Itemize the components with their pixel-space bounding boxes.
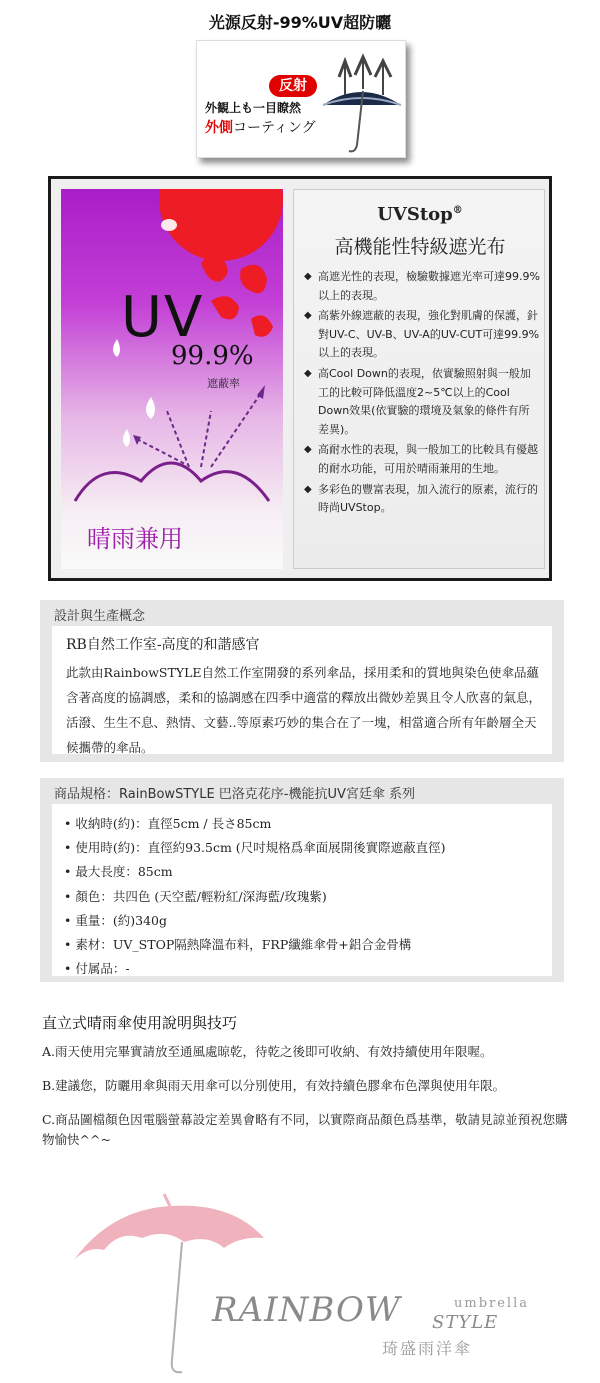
spec-item: • 使用時(約)：直徑約93.5cm (尺吋規格爲傘面展開後實際遮蔽直徑) (64, 836, 544, 860)
uvstop-brand (294, 204, 546, 225)
uvstop-brand-text: UVStop (377, 204, 453, 225)
spec-item: • 收納時(約)：直徑5cm / 長さ85cm (64, 812, 544, 836)
spec-item: • 付属品：- (64, 957, 544, 981)
usage-item: B.建議您，防曬用傘與雨天用傘可以分別使用，有效持續色膠傘布色澤與使用年限。 (42, 1078, 506, 1093)
page-title: 光源反射-99%UV超防曬 (208, 13, 392, 32)
feature-item: ◆ 高遮光性的表現，檢驗數據遮光率可達99.9%以上的表現。 (304, 268, 540, 305)
feature-list (304, 268, 540, 520)
logo-chinese-name: 琦盛雨洋傘 (382, 1339, 473, 1358)
feature-item: ◆ 多彩色的豐富表現，加入流行的原素，流行的時尚UVStop。 (304, 481, 540, 518)
logo-style-text: STYLE (432, 1312, 499, 1333)
uvstop-hang-tag (48, 176, 552, 581)
uv-rate-label: 遮蔽率 (207, 377, 240, 390)
usage-item: C.商品圖檔顏色因電腦螢幕設定差異會略有不同，以實際商品顏色爲基準，敬請見諒並預祝您購物愉快^^~ (42, 1112, 568, 1147)
tag-uv-graphic (61, 189, 283, 569)
spec-item: • 重量：(約)340g (64, 909, 544, 933)
spec-section (40, 778, 564, 982)
spec-body-box (52, 804, 552, 976)
header-caption-line2 (205, 117, 316, 137)
usage-item: A.雨天使用完畢實請放至通風處晾乾，待乾之後即可收納、有效持續使用年限喔。 (42, 1044, 493, 1059)
concept-body: 此款由RainbowSTYLE自然工作室開發的系列傘品，採用柔和的質地與染色使傘品蘊含著高度的協調感，柔和的協調感在四季中適當的釋放出微妙差異且令人欣喜的氣息，活潑、生生不息、熱情、文藝..等原素巧妙的集合在了一塊，相當適合所有年齡層全天候攜帶的傘品。 (66, 665, 542, 755)
header-caption-rest: コーティング (233, 120, 316, 136)
concept-heading: 設計與生產概念 (54, 609, 146, 624)
feature-item: ◆ 高紫外線遮蔽的表現，強化對肌膚的保護，針對UV-C、UV-B、UV-A的UV-CUT可達99.9%以上的表現。 (304, 307, 540, 363)
usage-title: 直立式晴雨傘使用說明與技巧 (42, 1014, 238, 1032)
spec-heading: 商品規格：RainBowSTYLE 巴洛克花序-機能抗UV宮廷傘 系列 (54, 787, 416, 802)
registered-mark: ® (452, 205, 463, 216)
tag-subtitle: 高機能性特級遮光布 (334, 236, 506, 258)
spec-item: • 最大長度：85cm (64, 860, 544, 884)
dual-use-label: 晴雨兼用 (87, 525, 183, 553)
logo-umbrella-text: umbrella (454, 1296, 529, 1311)
concept-title: RB自然工作室-高度的和諧感官 (66, 637, 260, 653)
feature-item: ◆ 高耐水性的表現，與一般加工的比較具有優越的耐水功能，可用於晴雨兼用的生地。 (304, 441, 540, 478)
tag-feature-card (293, 189, 545, 569)
spec-list (64, 812, 544, 981)
spec-item: • 顏色：共四色 (天空藍/輕粉紅/深海藍/玫瑰紫) (64, 885, 544, 909)
concept-body-box (52, 626, 552, 754)
concept-section (40, 600, 564, 762)
spec-item: • 素材：UV_STOP隔熱降溫布料，FRP纖維傘骨+鋁合金骨構 (64, 933, 544, 957)
header-caption-line1: 外観上も一目瞭然 (205, 101, 302, 115)
logo-wordmark: RAINBOW (212, 1290, 401, 1330)
uv-label: UV (121, 285, 205, 350)
feature-item: ◆ 高Cool Down的表現，依實驗照射與一般加工的比較可降低溫度2~5℃以上的Cool Down效果(依實驗的環境及氣象的條件有所差異)。 (304, 365, 540, 439)
umbrella-icon (317, 51, 405, 155)
reflection-illustration (196, 40, 406, 158)
rainbow-umbrella-logo-icon (0, 1110, 600, 1383)
reflection-badge: 反射 (269, 75, 317, 97)
sun-rain-illustration (61, 189, 283, 569)
header-caption-red: 外側 (205, 120, 233, 136)
uv-percent: 99.9% (171, 341, 254, 371)
